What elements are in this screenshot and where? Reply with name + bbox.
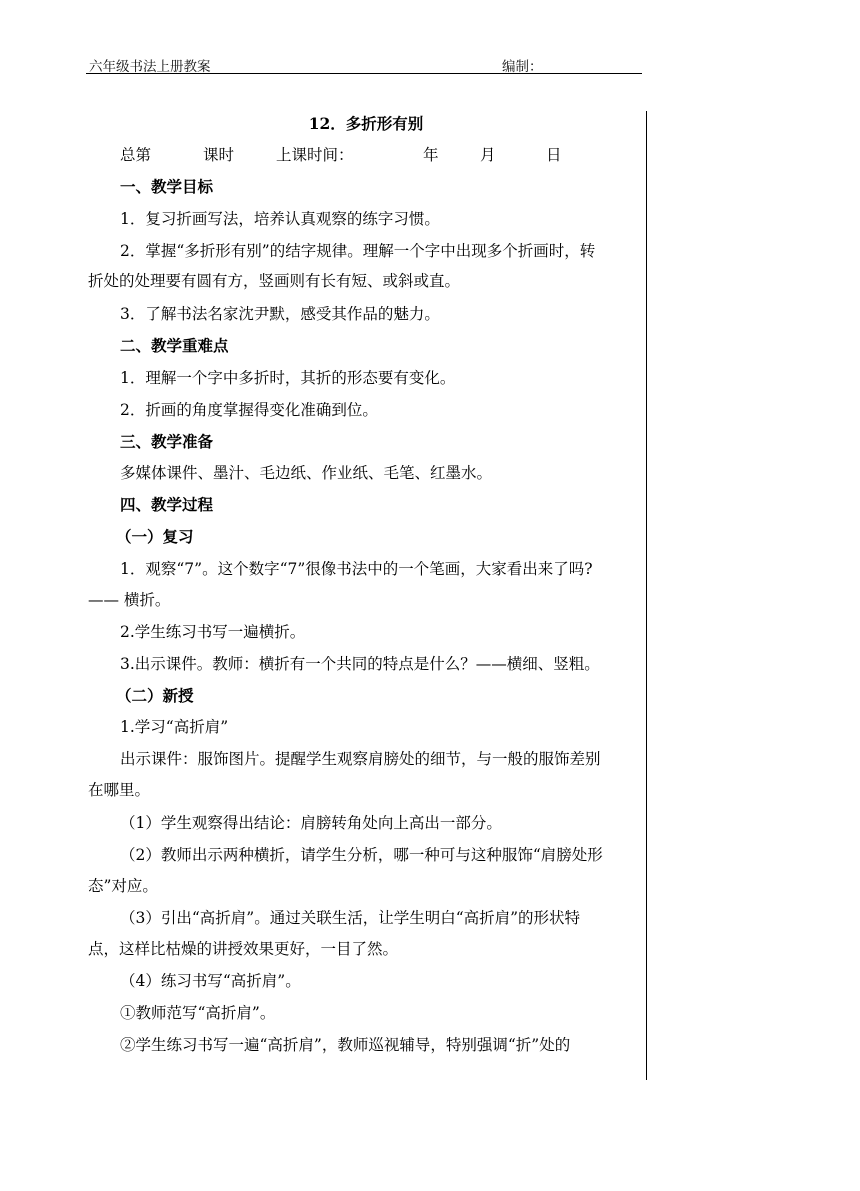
section-heading-process: 四、教学过程 (120, 495, 214, 514)
paragraph-line: 1．观察“7”。这个数字“7”很像书法中的一个笔画，大家看出来了吗? (120, 560, 593, 578)
paragraph-line: （3）引出“高折肩”。通过关联生活，让学生明白“高折肩”的形状特 (120, 909, 581, 927)
paragraph-line: 2．掌握“多折形有别”的结字规律。理解一个字中出现多个折画时，转 (120, 242, 596, 260)
paragraph-line: 出示课件：服饰图片。提醒学生观察肩膀处的细节，与一般的服饰差别 (120, 750, 601, 768)
paragraph-line: （1）学生观察得出结论：肩膀转角处向上高出一部分。 (120, 814, 502, 832)
header-right-text: 编制： (502, 59, 543, 75)
paragraph-line: 点，这样比枯燥的讲授效果更好，一目了然。 (88, 940, 399, 958)
paragraph-line: 1．理解一个字中多折时，其折的形态要有变化。 (120, 369, 456, 387)
lesson-period-label: 课时 (203, 146, 235, 164)
margin-rule (646, 111, 647, 1080)
paragraph-line: 折处的处理要有圆有方，竖画则有长有短、或斜或直。 (88, 272, 461, 290)
year-label: 年 (423, 146, 439, 164)
month-label: 月 (480, 146, 496, 164)
paragraph-line: （4）练习书写“高折肩”。 (120, 972, 301, 990)
paragraph-line: 1．复习折画写法，培养认真观察的练字习惯。 (120, 210, 440, 228)
paragraph-line: —— 横折。 (88, 591, 171, 609)
paragraph-line: 多媒体课件、墨汁、毛边纸、作业纸、毛笔、红墨水。 (120, 464, 493, 482)
section-heading-keypoints: 二、教学重难点 (120, 336, 229, 355)
lesson-time-label: 上课时间： (276, 146, 354, 164)
paragraph-line: 1.学习“高折肩” (120, 718, 229, 736)
paragraph-line: 2.学生练习书写一遍横折。 (120, 623, 306, 641)
day-label: 日 (546, 146, 562, 164)
paragraph-line: 3.出示课件。教师：横折有一个共同的特点是什么？——横细、竖粗。 (120, 655, 600, 673)
paragraph-line: ②学生练习书写一遍“高折肩”，教师巡视辅导，特别强调“折”处的 (120, 1036, 571, 1054)
paragraph-line: 2．折画的角度掌握得变化准确到位。 (120, 401, 378, 419)
section-heading-preparation: 三、教学准备 (120, 432, 214, 451)
header-left-text: 六年级书法上册教案 (89, 59, 211, 75)
paragraph-line: 态”对应。 (88, 877, 158, 895)
paragraph-line: ①教师范写“高折肩”。 (120, 1004, 276, 1022)
lesson-info-row (88, 145, 644, 165)
subsection-heading-new-lesson: （二）新授 (116, 686, 194, 705)
lesson-title: 12．多折形有别 (308, 114, 424, 133)
subsection-heading-review: （一）复习 (116, 527, 194, 546)
section-heading-goals: 一、教学目标 (120, 177, 214, 196)
paragraph-line: （2）教师出示两种横折，请学生分析，哪一种可与这种服饰“肩膀处形 (120, 846, 603, 864)
paragraph-line: 在哪里。 (88, 781, 151, 799)
lesson-total-label: 总第 (120, 146, 152, 164)
paragraph-line: 3．了解书法名家沈尹默，感受其作品的魅力。 (120, 305, 440, 323)
header-rule (86, 73, 642, 74)
